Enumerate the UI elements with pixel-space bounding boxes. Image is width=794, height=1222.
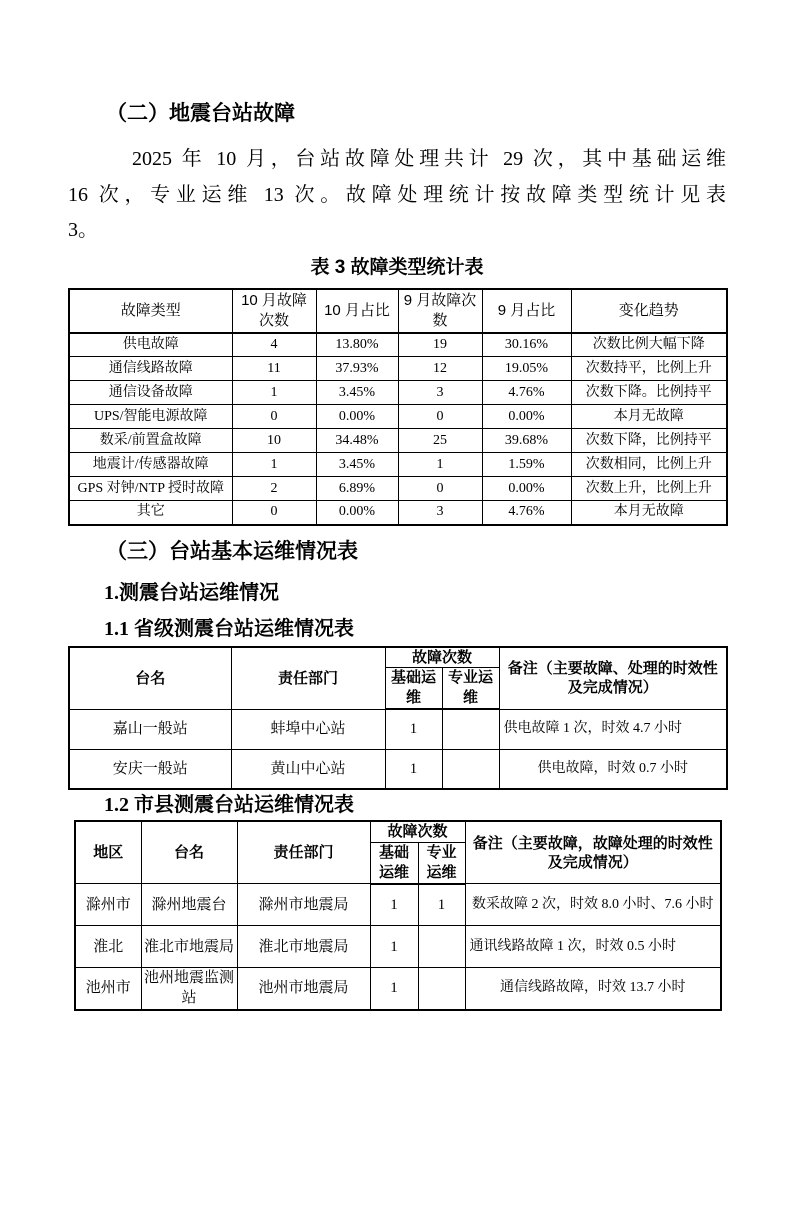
- table-cell: 10: [232, 429, 316, 453]
- table-cell: 1.59%: [482, 453, 571, 477]
- table-cell: 1: [370, 926, 418, 968]
- table-cell: 淮北: [75, 926, 141, 968]
- table-cell: GPS 对钟/NTP 授时故障: [69, 477, 232, 501]
- table-cell: 0: [398, 405, 482, 429]
- section-3-heading: （三）台站基本运维情况表: [106, 539, 358, 563]
- table-cell: 次数持平，比例上升: [571, 357, 727, 381]
- table-cell: 地震计/传感器故障: [69, 453, 232, 477]
- column-header: 责任部门: [237, 821, 370, 884]
- table-cell: 供电故障: [69, 333, 232, 357]
- table-cell: 供电故障，时效 0.7 小时: [499, 749, 727, 789]
- table-cell: 3: [398, 501, 482, 525]
- paragraph-line: 16 次，专业运维 13 次。故障处理统计按故障类型统计见表: [68, 183, 726, 206]
- table-cell: [418, 968, 465, 1010]
- column-header: 基础运维: [385, 668, 442, 710]
- table-header-row: [75, 821, 721, 842]
- column-header: 台名: [141, 821, 237, 884]
- table-cell: 通信设备故障: [69, 381, 232, 405]
- table-cell: 3: [398, 381, 482, 405]
- section-2-heading: （二）地震台站故障: [106, 102, 295, 125]
- table-cell: 4.76%: [482, 381, 571, 405]
- table-row: [69, 381, 727, 405]
- table-cell: 19.05%: [482, 357, 571, 381]
- table-row: [69, 333, 727, 357]
- table-cell: 19: [398, 333, 482, 357]
- table-cell: 11: [232, 357, 316, 381]
- table-cell: 1: [418, 884, 465, 926]
- fault-type-statistics-table: [68, 288, 728, 526]
- table-cell: 数采故障 2 次，时效 8.0 小时、7.6 小时: [465, 884, 721, 926]
- table-cell: 本月无故障: [571, 405, 727, 429]
- table-cell: 0: [398, 477, 482, 501]
- table-row: [69, 453, 727, 477]
- table-cell: 12: [398, 357, 482, 381]
- column-header: 专业运维: [442, 668, 499, 710]
- table-cell: 1: [232, 381, 316, 405]
- table-cell: 通信线路故障，时效 13.7 小时: [465, 968, 721, 1010]
- table-cell: 1: [385, 749, 442, 789]
- table-cell: 淮北市地震局: [237, 926, 370, 968]
- table-row: [69, 405, 727, 429]
- table-cell: 3.45%: [316, 453, 398, 477]
- column-header: 9 月故障次数: [398, 289, 482, 333]
- table-cell: 通讯线路故障 1 次，时效 0.5 小时: [465, 926, 721, 968]
- table-cell: 30.16%: [482, 333, 571, 357]
- table-row: [69, 357, 727, 381]
- table-cell: 1: [370, 968, 418, 1010]
- column-header: 台名: [69, 647, 231, 710]
- provincial-station-ops-table: [68, 646, 728, 791]
- column-header: 10 月占比: [316, 289, 398, 333]
- table-cell: 39.68%: [482, 429, 571, 453]
- column-header: 故障次数: [370, 821, 465, 842]
- table-row: [69, 477, 727, 501]
- table-cell: 嘉山一般站: [69, 709, 231, 749]
- table-cell: 0.00%: [316, 501, 398, 525]
- table-cell: 池州地震监测站: [141, 968, 237, 1010]
- table-cell: 蚌埠中心站: [231, 709, 385, 749]
- subsection-1-heading: 1.测震台站运维情况: [104, 581, 279, 604]
- table-cell: 0: [232, 405, 316, 429]
- table-cell: 25: [398, 429, 482, 453]
- table3-title: 表 3 故障类型统计表: [310, 256, 484, 278]
- table-cell: 滁州市: [75, 884, 141, 926]
- column-header: 责任部门: [231, 647, 385, 710]
- table-header-row: [69, 289, 727, 333]
- table-cell: 0.00%: [316, 405, 398, 429]
- table-cell: 次数下降。比例持平: [571, 381, 727, 405]
- table-cell: 次数上升，比例上升: [571, 477, 727, 501]
- table-cell: 本月无故障: [571, 501, 727, 525]
- table-cell: 3.45%: [316, 381, 398, 405]
- table-cell: 1: [232, 453, 316, 477]
- table-cell: 滁州市地震局: [237, 884, 370, 926]
- table-cell: 4.76%: [482, 501, 571, 525]
- table-cell: 通信线路故障: [69, 357, 232, 381]
- table-cell: UPS/智能电源故障: [69, 405, 232, 429]
- table-cell: 次数下降，比例持平: [571, 429, 727, 453]
- column-header: 10 月故障次数: [232, 289, 316, 333]
- table-row: [69, 501, 727, 525]
- table-row: [75, 926, 721, 968]
- intro-paragraph: [68, 142, 726, 249]
- table-row: [75, 968, 721, 1010]
- subsection-1-1-heading: 1.1 省级测震台站运维情况表: [104, 617, 354, 640]
- document-page: [0, 100, 794, 1011]
- table-cell: 黄山中心站: [231, 749, 385, 789]
- column-header: 基础运维: [370, 842, 418, 884]
- table-cell: 0.00%: [482, 405, 571, 429]
- table-cell: 13.80%: [316, 333, 398, 357]
- table-cell: 池州市地震局: [237, 968, 370, 1010]
- column-header: 地区: [75, 821, 141, 884]
- table-cell: 4: [232, 333, 316, 357]
- table-header-row: [69, 647, 727, 668]
- column-header: 备注（主要故障，故障处理的时效性及完成情况）: [465, 821, 721, 884]
- table-cell: 1: [370, 884, 418, 926]
- table-cell: 1: [398, 453, 482, 477]
- table-cell: 次数比例大幅下降: [571, 333, 727, 357]
- table-row: [69, 709, 727, 749]
- table-cell: 0.00%: [482, 477, 571, 501]
- table-row: [75, 884, 721, 926]
- table-cell: [418, 926, 465, 968]
- table-cell: 池州市: [75, 968, 141, 1010]
- table-cell: 滁州地震台: [141, 884, 237, 926]
- table-cell: 供电故障 1 次，时效 4.7 小时: [499, 709, 727, 749]
- column-header: 备注（主要故障、处理的时效性及完成情况）: [499, 647, 727, 710]
- table-cell: 1: [385, 709, 442, 749]
- column-header: 9 月占比: [482, 289, 571, 333]
- table-cell: 0: [232, 501, 316, 525]
- table-cell: 安庆一般站: [69, 749, 231, 789]
- table-cell: 次数相同，比例上升: [571, 453, 727, 477]
- city-county-station-ops-table: [74, 820, 722, 1011]
- table-cell: 2: [232, 477, 316, 501]
- column-header: 变化趋势: [571, 289, 727, 333]
- table-row: [69, 429, 727, 453]
- column-header: 专业运维: [418, 842, 465, 884]
- paragraph-line: 2025 年 10 月，台站故障处理共计 29 次，其中基础运维: [132, 148, 726, 170]
- table-cell: 其它: [69, 501, 232, 525]
- table-cell: 6.89%: [316, 477, 398, 501]
- table-cell: 34.48%: [316, 429, 398, 453]
- table-cell: 数采/前置盒故障: [69, 429, 232, 453]
- table-cell: [442, 749, 499, 789]
- subsection-1-2-heading: 1.2 市县测震台站运维情况表: [104, 794, 354, 816]
- column-header: 故障次数: [385, 647, 499, 668]
- paragraph-line: 3。: [68, 219, 98, 241]
- table-cell: 淮北市地震局: [141, 926, 237, 968]
- table-row: [69, 749, 727, 789]
- table-cell: [442, 709, 499, 749]
- column-header: 故障类型: [69, 289, 232, 333]
- table-cell: 37.93%: [316, 357, 398, 381]
